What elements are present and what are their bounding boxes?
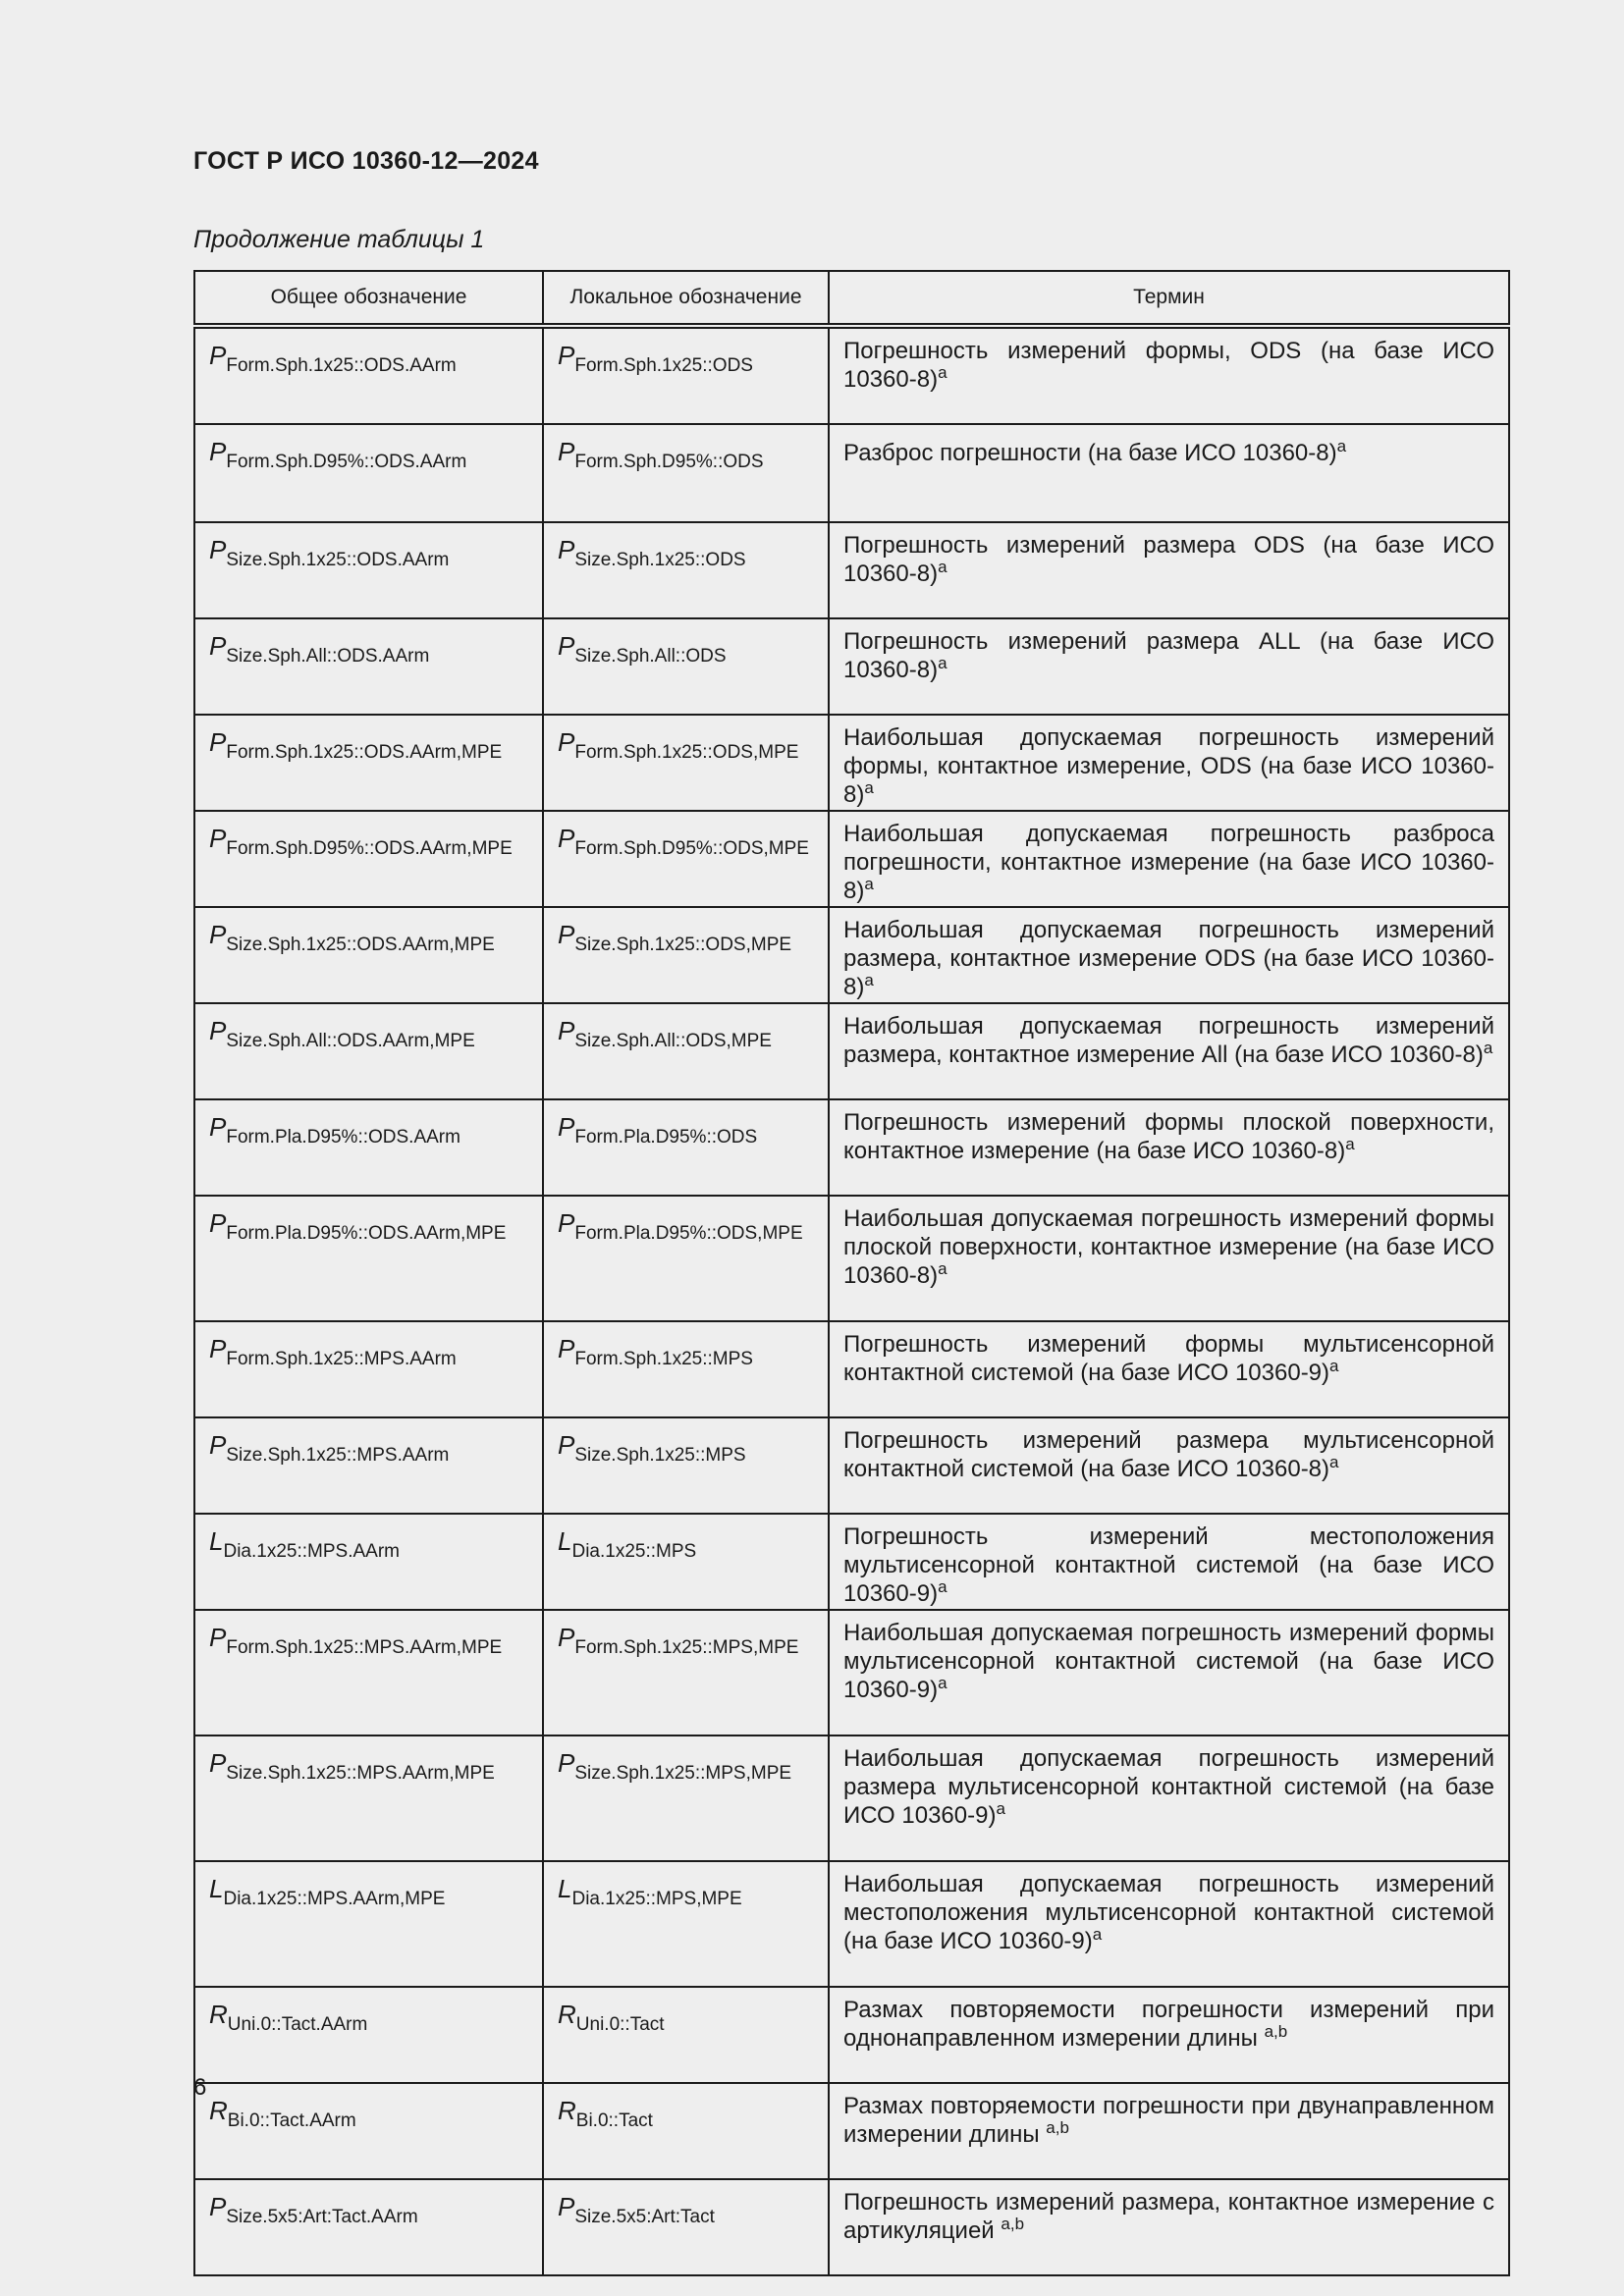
term-cell — [829, 1514, 1509, 1610]
term-text: Размах повторяемости погрешности при двунаправленном измерении длины — [843, 2093, 1494, 2148]
column-header-term: Термин — [829, 271, 1509, 326]
local-designation-cell — [543, 1099, 829, 1196]
table-row — [194, 1610, 1509, 1735]
term-text: Наибольшая допускаемая погрешность измерений формы мультисенсорной контактной системой (на базе ИСО 10360-9) — [843, 1620, 1494, 1703]
symbol-letter: P — [558, 1623, 575, 1652]
symbol-letter: P — [558, 631, 575, 661]
table-row — [194, 1735, 1509, 1861]
term-cell — [829, 522, 1509, 618]
symbol-subscript: Form.Pla.D95%::ODS.AArm,MPE — [226, 1223, 507, 1244]
term-text: Наибольшая допускаемая погрешность измерений размера мультисенсорной контактной системой (на базе ИСО 10360-9) — [843, 1745, 1494, 1829]
term-footnote-ref: a,b — [1264, 2022, 1288, 2041]
symbol-letter: P — [558, 920, 575, 949]
local-designation-cell — [543, 424, 829, 522]
symbol-letter: P — [558, 1208, 575, 1238]
local-designation-cell — [543, 2179, 829, 2275]
general-designation-cell — [194, 2179, 543, 2275]
symbol-subscript: Form.Sph.1x25::MPS.AArm — [226, 1349, 457, 1369]
symbol-subscript: Form.Pla.D95%::ODS.AArm — [226, 1127, 460, 1148]
symbol-letter: P — [209, 341, 227, 370]
symbol-subscript: Uni.0::Tact.AArm — [227, 2014, 368, 2035]
term-footnote-ref: a — [938, 1259, 947, 1278]
term-text: Наибольшая допускаемая погрешность измерений размера, контактное измерение All (на базе ИСО 10360-8) — [843, 1013, 1494, 1068]
term-footnote-ref: a — [1092, 1925, 1103, 1944]
table-row — [194, 1099, 1509, 1196]
table-row — [194, 811, 1509, 907]
symbol-letter: P — [558, 1112, 575, 1142]
symbol-subscript: Uni.0::Tact — [575, 2014, 665, 2035]
symbol-letter: P — [558, 2192, 575, 2221]
local-designation-cell — [543, 1987, 829, 2083]
table-row — [194, 1003, 1509, 1099]
term-text: Погрешность измерений размера ALL (на базе ИСО 10360-8) — [843, 628, 1494, 683]
symbol-subscript: Size.Sph.1x25::ODS.AArm,MPE — [226, 934, 495, 955]
term-footnote-ref: a — [938, 654, 947, 672]
symbol-letter: P — [558, 1430, 575, 1460]
term-footnote-ref: a — [938, 1674, 947, 1692]
term-cell — [829, 715, 1509, 811]
symbol-subscript: Size.Sph.All::ODS — [574, 646, 727, 667]
table-caption: Продолжение таблицы 1 — [193, 226, 485, 253]
symbol-letter: P — [558, 341, 575, 370]
table-row — [194, 2179, 1509, 2275]
term-footnote-ref: a — [864, 875, 874, 893]
local-designation-cell — [543, 1861, 829, 1987]
symbol-letter: P — [558, 535, 575, 564]
symbol-subscript: Size.Sph.1x25::ODS,MPE — [574, 934, 792, 955]
term-cell — [829, 618, 1509, 715]
table-row — [194, 1417, 1509, 1514]
symbol-letter: P — [209, 437, 227, 466]
local-designation-cell — [543, 907, 829, 1003]
term-text: Погрешность измерений формы плоской поверхности, контактное измерение (на базе ИСО 10360-8) — [843, 1109, 1494, 1164]
term-cell — [829, 1987, 1509, 2083]
term-text: Погрешность измерений размера ODS (на базе ИСО 10360-8) — [843, 532, 1494, 587]
general-designation-cell — [194, 424, 543, 522]
table-row — [194, 1987, 1509, 2083]
general-designation-cell — [194, 715, 543, 811]
symbol-letter: P — [209, 727, 227, 757]
symbol-subscript: Size.5x5:Art:Tact.AArm — [226, 2207, 418, 2227]
term-footnote-ref: a — [1483, 1039, 1493, 1057]
term-footnote-ref: a — [938, 1577, 947, 1596]
symbol-subscript: Form.Pla.D95%::ODS — [574, 1127, 758, 1148]
symbol-letter: P — [209, 920, 227, 949]
symbol-subscript: Form.Pla.D95%::ODS,MPE — [574, 1223, 803, 1244]
term-footnote-ref: a — [1329, 1453, 1339, 1471]
general-designation-cell — [194, 326, 543, 424]
symbol-subscript: Form.Sph.1x25::MPS,MPE — [574, 1637, 799, 1658]
general-designation-cell — [194, 2083, 543, 2179]
symbol-letter: P — [558, 824, 575, 853]
table-row — [194, 1321, 1509, 1417]
local-designation-cell — [543, 2083, 829, 2179]
local-designation-cell — [543, 1514, 829, 1610]
term-cell — [829, 1861, 1509, 1987]
symbol-letter: P — [209, 535, 227, 564]
term-cell — [829, 1003, 1509, 1099]
table-row — [194, 2083, 1509, 2179]
symbol-subscript: Size.Sph.All::ODS.AArm — [226, 646, 430, 667]
term-footnote-ref: a — [864, 778, 874, 797]
local-designation-cell — [543, 715, 829, 811]
term-cell — [829, 907, 1509, 1003]
symbol-letter: P — [209, 824, 227, 853]
term-text: Погрешность измерений формы мультисенсорной контактной системой (на базе ИСО 10360-9) — [843, 1331, 1494, 1386]
term-footnote-ref: a — [1345, 1135, 1355, 1153]
symbol-subscript: Dia.1x25::MPS.AArm — [223, 1541, 400, 1562]
local-designation-cell — [543, 618, 829, 715]
symbol-subscript: Size.Sph.All::ODS.AArm,MPE — [226, 1031, 475, 1051]
symbol-letter: P — [209, 631, 227, 661]
term-text: Размах повторяемости погрешности измерений при однонаправленном измерении длины — [843, 1997, 1494, 2052]
general-designation-cell — [194, 1861, 543, 1987]
term-text: Погрешность измерений формы, ODS (на базе ИСО 10360-8) — [843, 338, 1494, 393]
general-designation-cell — [194, 1735, 543, 1861]
term-text: Погрешность измерений местоположения мультисенсорной контактной системой (на базе ИСО 10360-9) — [843, 1523, 1494, 1607]
general-designation-cell — [194, 1099, 543, 1196]
local-designation-cell — [543, 1417, 829, 1514]
symbol-letter: L — [209, 1874, 224, 1903]
symbol-letter: P — [558, 437, 575, 466]
term-cell — [829, 326, 1509, 424]
page-number: 6 — [193, 2074, 207, 2101]
term-footnote-ref: a,b — [1001, 2215, 1025, 2233]
term-footnote-ref: a — [1336, 437, 1347, 455]
term-footnote-ref: a — [938, 363, 947, 382]
symbol-letter: L — [558, 1526, 572, 1556]
term-text: Наибольшая допускаемая погрешность измерений формы, контактное измерение, ODS (на базе ИСО 10360-8) — [843, 724, 1494, 808]
symbol-letter: P — [558, 1748, 575, 1778]
term-cell — [829, 424, 1509, 522]
term-text: Погрешность измерений размера мультисенсорной контактной системой (на базе ИСО 10360-8) — [843, 1427, 1494, 1482]
symbol-subscript: Bi.0::Tact.AArm — [227, 2110, 356, 2131]
local-designation-cell — [543, 326, 829, 424]
symbol-letter: P — [209, 1016, 227, 1045]
symbol-subscript: Dia.1x25::MPS — [571, 1541, 697, 1562]
symbol-subscript: Bi.0::Tact — [575, 2110, 653, 2131]
table-row — [194, 522, 1509, 618]
symbol-subscript: Size.Sph.1x25::ODS.AArm — [226, 550, 450, 570]
table-row — [194, 326, 1509, 424]
document-header: ГОСТ Р ИСО 10360-12—2024 — [193, 147, 539, 175]
table-row — [194, 1514, 1509, 1610]
term-footnote-ref: a — [938, 558, 947, 576]
symbol-letter: R — [209, 2000, 228, 2029]
column-header-local: Локальное обозначение — [543, 271, 829, 326]
term-cell — [829, 1610, 1509, 1735]
term-cell — [829, 2083, 1509, 2179]
term-cell — [829, 1321, 1509, 1417]
local-designation-cell — [543, 1196, 829, 1321]
term-text: Наибольшая допускаемая погрешность измерений размера, контактное измерение ODS (на базе ИСО 10360-8) — [843, 917, 1494, 1000]
general-designation-cell — [194, 1196, 543, 1321]
symbol-letter: P — [209, 1334, 227, 1363]
table-row — [194, 618, 1509, 715]
term-text: Наибольшая допускаемая погрешность измерений местоположения мультисенсорной контактной системой (на базе ИСО 10360-9) — [843, 1871, 1494, 1954]
designations-table — [193, 270, 1510, 2276]
symbol-letter: P — [209, 1623, 227, 1652]
general-designation-cell — [194, 1610, 543, 1735]
symbol-subscript: Form.Sph.1x25::ODS.AArm — [226, 355, 457, 376]
term-text: Наибольшая допускаемая погрешность разброса погрешности, контактное измерение (на базе ИСО 10360-8) — [843, 821, 1494, 904]
general-designation-cell — [194, 1514, 543, 1610]
symbol-subscript: Size.Sph.1x25::MPS,MPE — [574, 1763, 792, 1784]
symbol-letter: P — [209, 1208, 227, 1238]
symbol-letter: P — [209, 1430, 227, 1460]
term-footnote-ref: a,b — [1046, 2118, 1069, 2137]
term-footnote-ref: a — [996, 1799, 1005, 1818]
column-header-general: Общее обозначение — [194, 271, 543, 326]
general-designation-cell — [194, 1003, 543, 1099]
table-row — [194, 907, 1509, 1003]
table-row — [194, 1196, 1509, 1321]
local-designation-cell — [543, 811, 829, 907]
local-designation-cell — [543, 1610, 829, 1735]
symbol-letter: R — [558, 2000, 576, 2029]
general-designation-cell — [194, 907, 543, 1003]
symbol-letter: P — [209, 1748, 227, 1778]
symbol-letter: P — [558, 727, 575, 757]
local-designation-cell — [543, 1735, 829, 1861]
symbol-letter: L — [209, 1526, 224, 1556]
general-designation-cell — [194, 618, 543, 715]
symbol-subscript: Form.Sph.D95%::ODS.AArm,MPE — [226, 838, 513, 859]
symbol-letter: P — [209, 1112, 227, 1142]
symbol-subscript: Size.5x5:Art:Tact — [574, 2207, 715, 2227]
general-designation-cell — [194, 1987, 543, 2083]
general-designation-cell — [194, 1417, 543, 1514]
symbol-letter: R — [558, 2096, 576, 2125]
term-cell — [829, 1735, 1509, 1861]
table-row — [194, 715, 1509, 811]
general-designation-cell — [194, 811, 543, 907]
symbol-letter: P — [209, 2192, 227, 2221]
symbol-subscript: Size.Sph.1x25::MPS — [574, 1445, 746, 1466]
general-designation-cell — [194, 1321, 543, 1417]
term-cell — [829, 811, 1509, 907]
local-designation-cell — [543, 1003, 829, 1099]
term-text: Разброс погрешности (на базе ИСО 10360-8) — [843, 440, 1337, 466]
symbol-letter: R — [209, 2096, 228, 2125]
term-cell — [829, 2179, 1509, 2275]
symbol-letter: L — [558, 1874, 572, 1903]
symbol-subscript: Form.Sph.1x25::ODS — [574, 355, 753, 376]
term-footnote-ref: a — [864, 971, 874, 989]
term-cell — [829, 1417, 1509, 1514]
symbol-subscript: Form.Sph.D95%::ODS — [574, 452, 764, 472]
term-text: Наибольшая допускаемая погрешность измерений формы плоской поверхности, контактное измерение (на базе ИСО 10360-8) — [843, 1205, 1494, 1289]
term-cell — [829, 1099, 1509, 1196]
symbol-subscript: Form.Sph.D95%::ODS.AArm — [226, 452, 467, 472]
symbol-subscript: Form.Sph.1x25::MPS — [574, 1349, 753, 1369]
term-text: Погрешность измерений размера, контактное измерение с артикуляцией — [843, 2189, 1494, 2244]
table-row — [194, 1861, 1509, 1987]
symbol-subscript: Form.Sph.1x25::ODS.AArm,MPE — [226, 742, 503, 763]
local-designation-cell — [543, 522, 829, 618]
symbol-subscript: Form.Sph.1x25::MPS.AArm,MPE — [226, 1637, 503, 1658]
table-body — [194, 326, 1509, 2275]
symbol-subscript: Size.Sph.1x25::MPS.AArm — [226, 1445, 450, 1466]
symbol-subscript: Dia.1x25::MPS.AArm,MPE — [223, 1889, 446, 1909]
symbol-subscript: Size.Sph.1x25::MPS.AArm,MPE — [226, 1763, 495, 1784]
symbol-subscript: Form.Sph.1x25::ODS,MPE — [574, 742, 799, 763]
symbol-letter: P — [558, 1334, 575, 1363]
symbol-subscript: Size.Sph.1x25::ODS — [574, 550, 746, 570]
term-footnote-ref: a — [1329, 1357, 1339, 1375]
symbol-subscript: Dia.1x25::MPS,MPE — [571, 1889, 742, 1909]
term-cell — [829, 1196, 1509, 1321]
table-header-row — [194, 271, 1509, 326]
symbol-letter: P — [558, 1016, 575, 1045]
general-designation-cell — [194, 522, 543, 618]
table-row — [194, 424, 1509, 522]
symbol-subscript: Form.Sph.D95%::ODS,MPE — [574, 838, 809, 859]
symbol-subscript: Size.Sph.All::ODS,MPE — [574, 1031, 772, 1051]
local-designation-cell — [543, 1321, 829, 1417]
